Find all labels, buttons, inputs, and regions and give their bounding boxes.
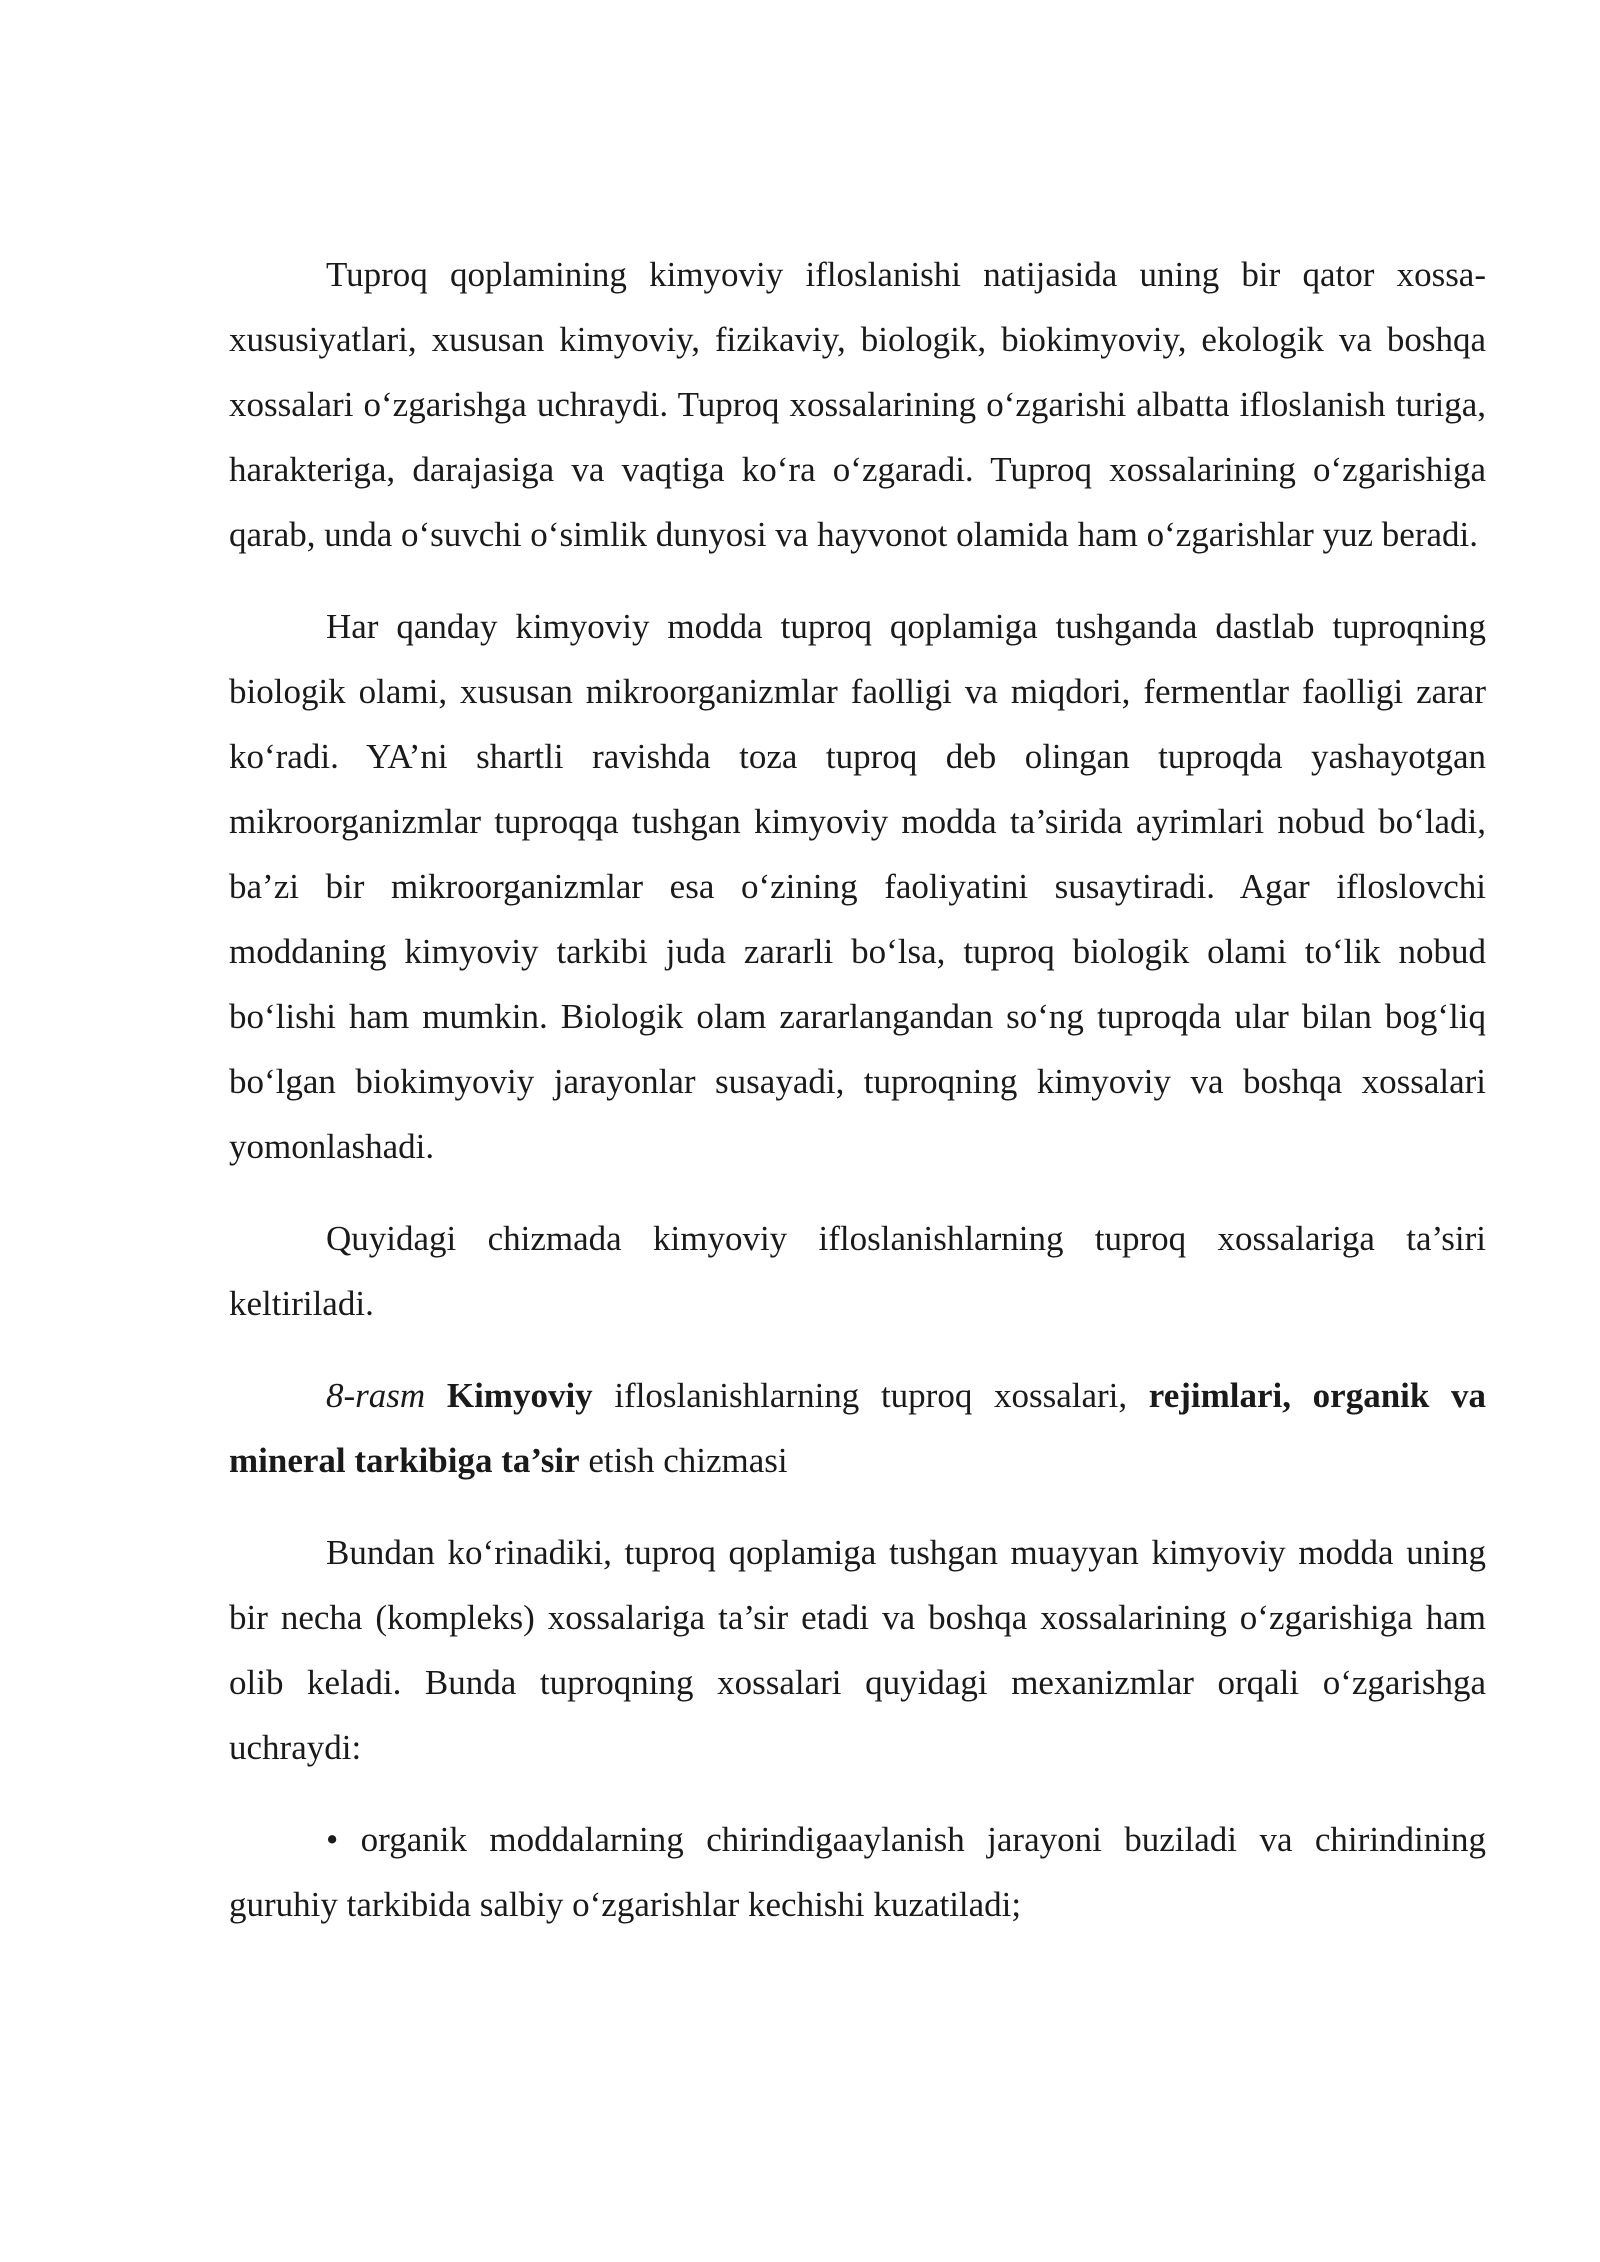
caption-text-1: ifloslanishlarning tuproq xossalari, bbox=[592, 1376, 1149, 1415]
caption-bold-1: Kimyoviy bbox=[446, 1376, 593, 1415]
figure-caption bbox=[229, 1363, 1486, 1493]
paragraph-4: Bundan ko‘rinadiki, tuproq qoplamiga tushgan muayyan kimyoviy modda uning bir necha (kompleks) xossalariga ta’sir etadi va boshqa xossalarining o‘zgarishiga ham olib keladi. Bunda tuproqning xossalari quyidagi mexanizmlar orqali o‘zgarishga uchraydi: bbox=[229, 1533, 1486, 1767]
caption-text-2: etish chizmasi bbox=[579, 1441, 788, 1480]
paragraph-2: Har qanday kimyoviy modda tuproq qoplamiga tushganda dastlab tuproqning biologik olami, xususan mikroorganizmlar faolligi va miqdori, fermentlar faolligi zarar ko‘radi. YA’ni shartli ravishda toza tuproq deb olingan tuproqda yashayotgan mikroorganizmlar tuproqqa tushgan kimyoviy modda ta’sirida ayrimlari nobud bo‘ladi, ba’zi bir mikroorganizmlar esa o‘zining faoliyatini susaytiradi. Agar ifloslovchi moddaning kimyoviy tarkibi juda zararli bo‘lsa, tuproq biologik olami to‘lik nobud bo‘lishi ham mumkin. Biologik olam zararlangandan so‘ng tuproqda ular bilan bog‘liq bo‘lgan biokimyoviy jarayonlar susayadi, tuproqning kimyoviy va boshqa xossalari yomonlashadi. bbox=[229, 607, 1486, 1166]
paragraph-3: Quyidagi chizmada kimyoviy ifloslanishlarning tuproq xossalariga ta’siri keltiriladi. bbox=[229, 1219, 1486, 1323]
figure-number: 8-rasm bbox=[326, 1376, 426, 1415]
bullet-item: • organik moddalarning chirindigaaylanish jarayoni buziladi va chirindining guruhiy tarkibida salbiy o‘zgarishlar kechishi kuzatiladi; bbox=[229, 1820, 1486, 1924]
paragraph-1: Tuproq qoplamining kimyoviy ifloslanishi natijasida uning bir qator xossa-xususiyatlari, xususan kimyoviy, fizikaviy, biologik, biokimyoviy, ekologik va boshqa xossalari o‘zgarishga uchraydi. Tuproq xossalarining o‘zgarishi albatta ifloslanish turiga, harakteriga, darajasiga va vaqtiga ko‘ra o‘zgaradi. Tuproq xossalarining o‘zgarishiga qarab, unda o‘suvchi o‘simlik dunyosi va hayvonot olamida ham o‘zgarishlar yuz beradi. bbox=[229, 255, 1486, 554]
caption-bold-2: rejimlari, organik va mineral tarkibiga ta’sir bbox=[229, 1376, 1486, 1480]
document-page bbox=[229, 242, 1486, 1964]
